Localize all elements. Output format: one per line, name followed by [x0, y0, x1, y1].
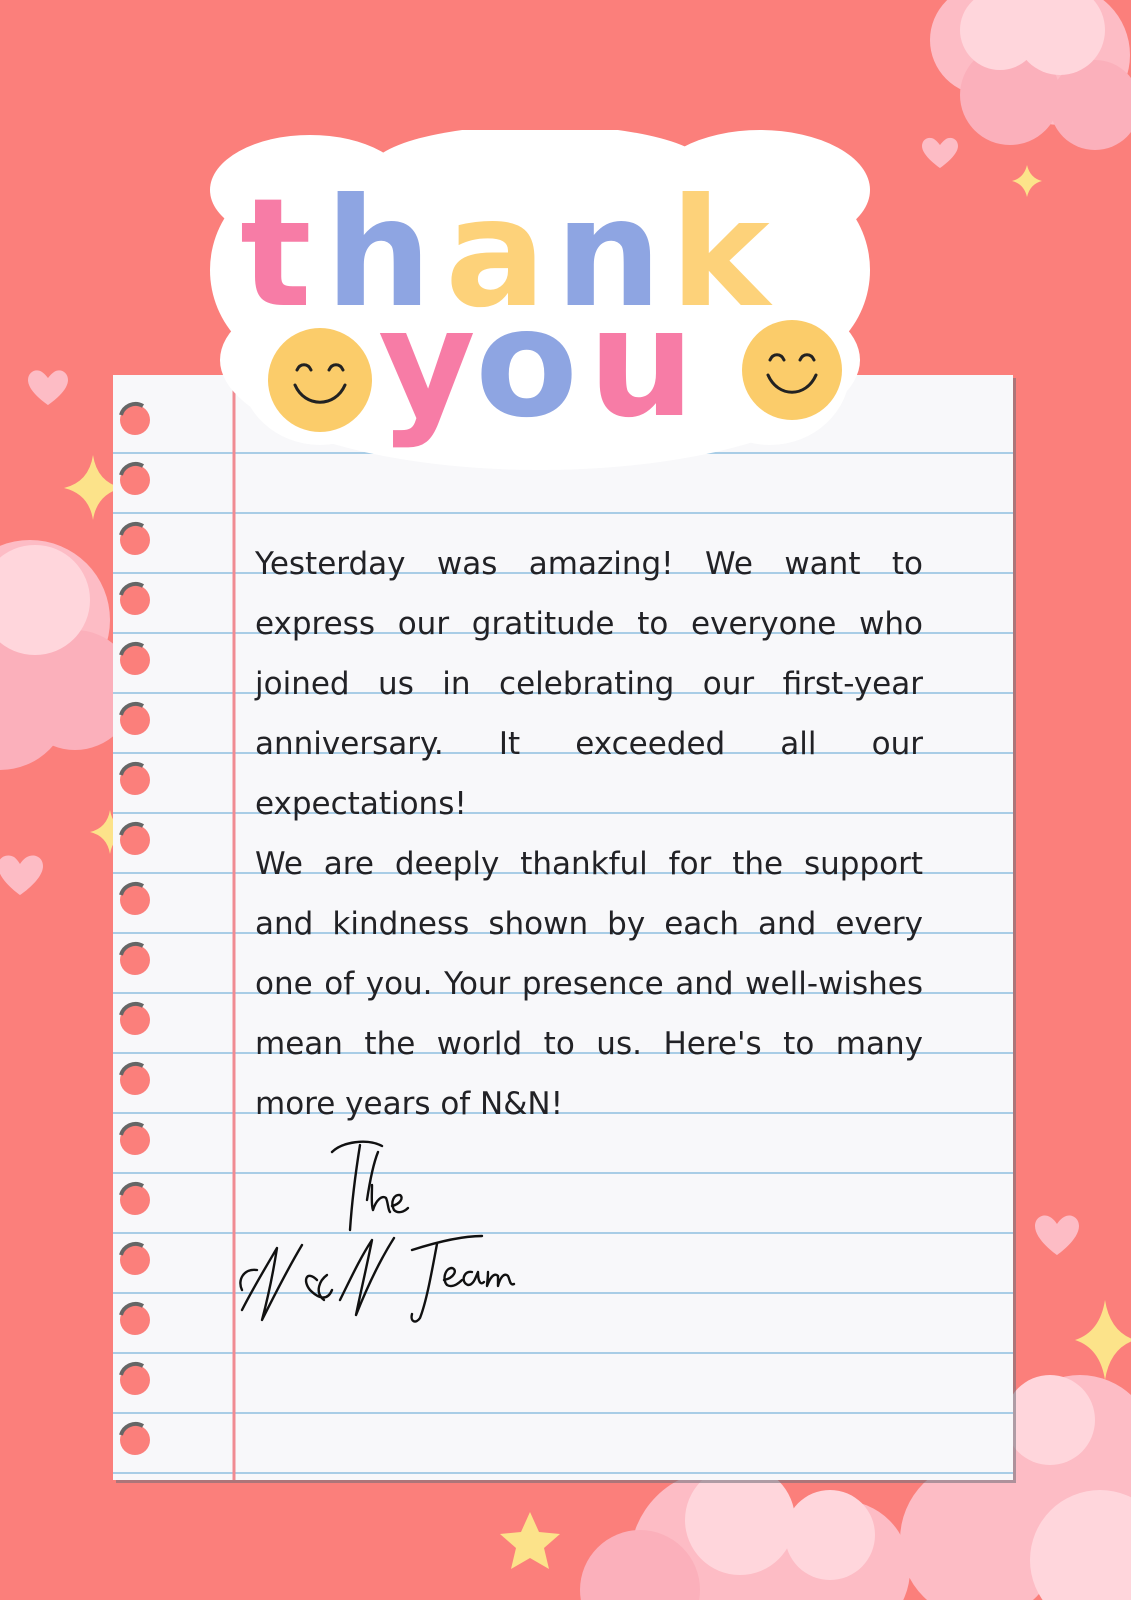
title-letter-t: t	[240, 167, 312, 341]
message-paragraph-1: Yesterday was amazing! We want to express our gratitude to everyone who joined us in celebrating our first-year anniversary. It exceeded all our expectations!	[255, 546, 923, 822]
signature	[232, 1140, 532, 1340]
sparkle-star-icon	[500, 1512, 560, 1569]
binder-hole-icon	[120, 404, 150, 1455]
title-letter-o: o	[475, 277, 579, 451]
heart-icon	[922, 138, 958, 168]
heart-icon	[1035, 1215, 1079, 1255]
title-word-you	[378, 277, 695, 451]
thank-you-message	[255, 534, 923, 1134]
title-letter-n: n	[555, 167, 662, 341]
cloud-icon	[580, 1465, 910, 1600]
title-letter-u: u	[588, 277, 695, 451]
smiley-face-icon	[268, 328, 372, 432]
title-letter-a: a	[445, 167, 547, 341]
title-letter-k: k	[670, 167, 770, 341]
smiley-face-icon	[742, 320, 842, 420]
sparkle-star-icon	[1012, 165, 1042, 197]
thank-you-title	[200, 130, 900, 490]
heart-icon	[0, 855, 43, 895]
message-paragraph-2: We are deeply thankful for the support and kindness shown by each and every one of you. Your presence and well-wishes mean the world to us. Here's to many more years of N&N!	[255, 846, 923, 1122]
title-letter-y: y	[378, 277, 476, 451]
heart-icon	[28, 370, 68, 405]
cloud-icon	[930, 0, 1131, 150]
title-letter-h: h	[325, 167, 432, 341]
sparkle-star-icon	[1075, 1300, 1131, 1380]
